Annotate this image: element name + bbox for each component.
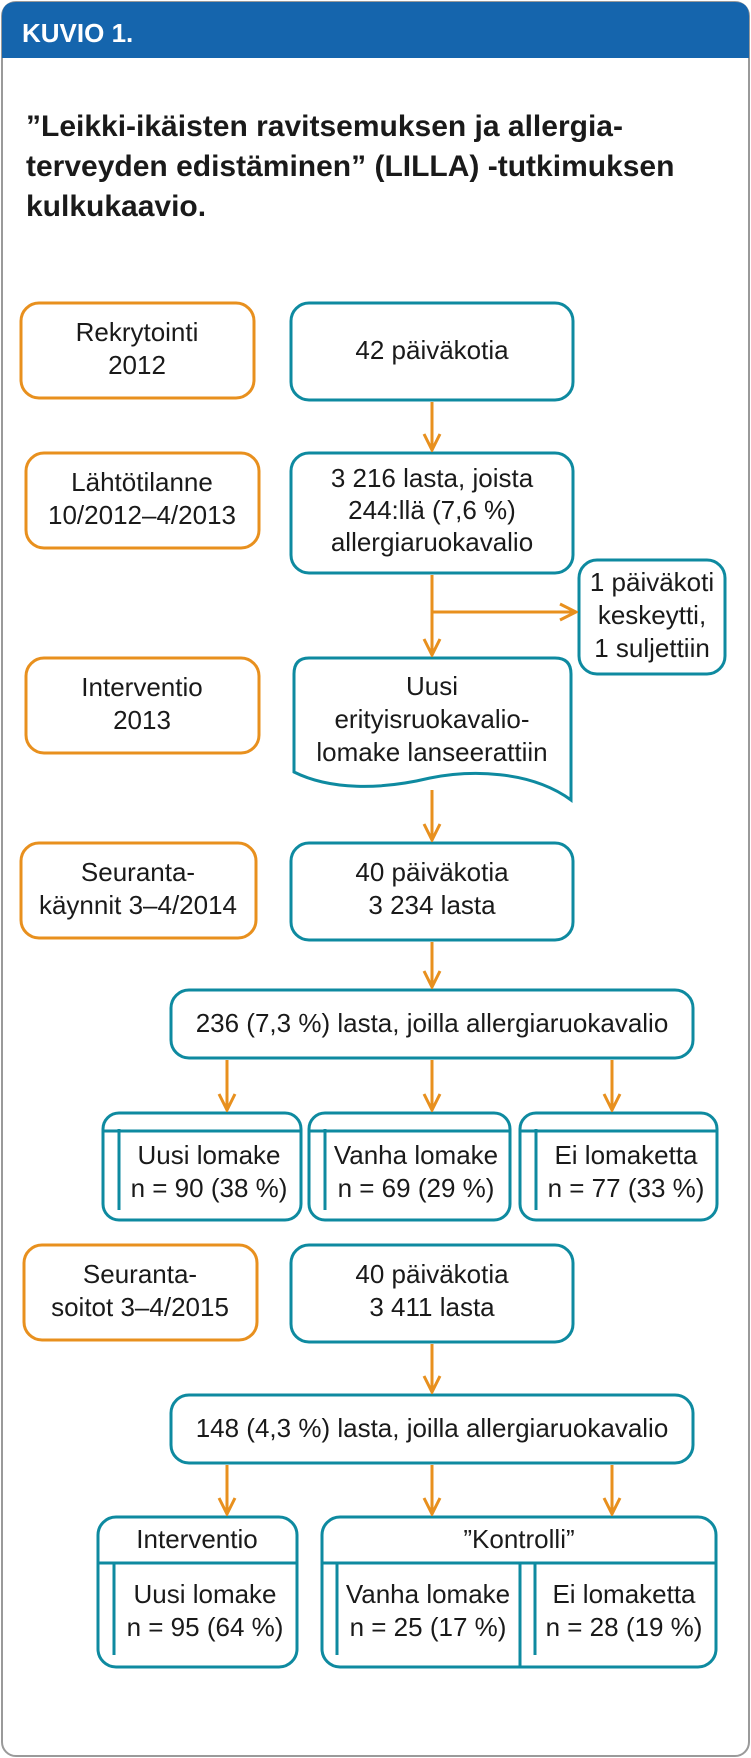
group-header-label: ”Kontrolli” [463,1523,575,1554]
group-label: n = 90 (38 %) [130,1172,288,1203]
figure-title-line-2: terveyden edistäminen” (LILLA) -tutkimuksen [26,150,675,183]
group-label: n = 77 (33 %) [547,1172,705,1203]
group-label: n = 69 (29 %) [337,1172,495,1203]
step-label: 1 päiväkoti [589,566,715,597]
phase-label: Seuranta- [80,856,196,887]
step-label: keskeytti, [597,599,707,630]
step-label: erityisruokavalio- [334,703,530,734]
figure-title-line-1: ”Leikki-ikäisten ravitsemuksen ja allergia- [26,110,623,143]
step-label: 244:llä (7,6 %) [348,494,516,525]
step-label: 40 päiväkotia [355,856,509,887]
phase-label: 2013 [113,704,171,735]
step-label: allergiaruokavalio [330,526,534,557]
group-label: n = 95 (64 %) [126,1611,284,1642]
group-label: n = 25 (17 %) [349,1611,507,1642]
step-label: Uusi [405,670,459,701]
phase-label: Rekrytointi [75,316,199,347]
figure-title-line-3: kulkukaavio. [26,190,207,223]
step-label: 3 216 lasta, joista [330,462,534,493]
phase-label: Seuranta- [82,1258,198,1289]
step-label: 3 234 lasta [368,889,496,920]
phase-label: soitot 3–4/2015 [51,1291,229,1322]
step-label: 236 (7,3 %) lasta, joilla allergiaruokavalio [195,1007,669,1038]
group-label: Uusi lomake [133,1578,277,1609]
group-label: Vanha lomake [345,1578,511,1609]
step-label: lomake lanseerattiin [316,736,548,767]
phase-label: käynnit 3–4/2014 [38,889,238,920]
step-label: 42 päiväkotia [355,334,509,365]
group-label: Uusi lomake [137,1139,281,1170]
phase-label: 2012 [108,349,166,380]
step-label: 148 (4,3 %) lasta, joilla allergiaruokavalio [195,1412,669,1443]
phase-label: 10/2012–4/2013 [48,499,236,530]
phase-label: Lähtötilanne [71,466,213,497]
group-label: n = 28 (19 %) [545,1611,703,1642]
step-label: 3 411 lasta [369,1291,495,1322]
group-label: Vanha lomake [333,1139,499,1170]
step-label: 40 päiväkotia [355,1258,509,1289]
phase-label: Interventio [81,671,203,702]
group-header-label: Interventio [136,1523,258,1554]
step-label: 1 suljettiin [594,632,710,663]
step-dropout [579,560,725,674]
header-label: KUVIO 1. [22,18,134,48]
group-label: Ei lomaketta [552,1578,696,1609]
group-label: Ei lomaketta [554,1139,698,1170]
